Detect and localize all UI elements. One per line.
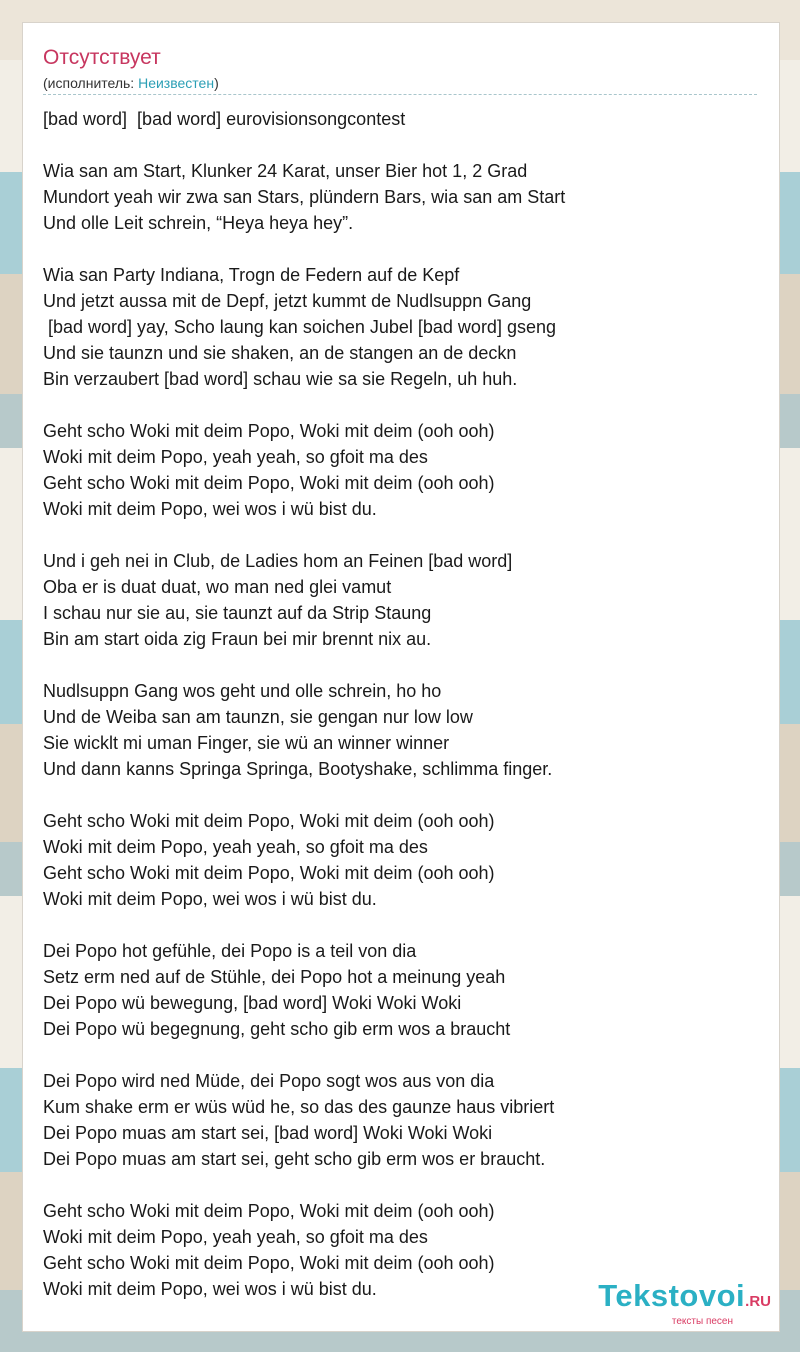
lyrics-text: [43, 106, 763, 1302]
lyric-line: Geht scho Woki mit deim Popo, Woki mit deim (ooh ooh): [43, 1201, 495, 1221]
lyric-line: Wia san Party Indiana, Trogn de Federn auf de Kepf: [43, 265, 460, 285]
lyric-line: Geht scho Woki mit deim Popo, Woki mit deim (ooh ooh): [43, 863, 495, 883]
lyric-line: Dei Popo muas am start sei, [bad word] Woki Woki Woki: [43, 1123, 493, 1143]
stanza-break: [43, 1172, 763, 1198]
dashed-divider: [43, 94, 757, 95]
lyric-line: Dei Popo wü bewegung, [bad word] Woki Woki Woki: [43, 993, 462, 1013]
stanza-break: [43, 1042, 763, 1068]
lyric-line: Und jetzt aussa mit de Depf, jetzt kummt de Nudlsuppn Gang: [43, 291, 532, 311]
lyric-line: Setz erm ned auf de Stühle, dei Popo hot a meinung yeah: [43, 967, 506, 987]
lyric-line: Und de Weiba san am taunzn, sie gengan nur low low: [43, 707, 473, 727]
lyric-line: Woki mit deim Popo, yeah yeah, so gfoit ma des: [43, 837, 428, 857]
stanza-break: [43, 652, 763, 678]
artist-link[interactable]: Неизвестен: [138, 75, 215, 91]
lyric-line: Geht scho Woki mit deim Popo, Woki mit deim (ooh ooh): [43, 1253, 495, 1273]
lyric-line: Dei Popo wird ned Müde, dei Popo sogt wos aus von dia: [43, 1071, 495, 1091]
stanza-break: [43, 132, 763, 158]
lyric-line: Woki mit deim Popo, wei wos i wü bist du.: [43, 889, 377, 909]
lyric-line: Und i geh nei in Club, de Ladies hom an Feinen [bad word]: [43, 551, 513, 571]
lyric-line: Bin verzaubert [bad word] schau wie sa sie Regeln, uh huh.: [43, 369, 518, 389]
lyric-line: Woki mit deim Popo, wei wos i wü bist du.: [43, 499, 377, 519]
stanza-break: [43, 236, 763, 262]
lyric-line: Sie wicklt mi uman Finger, sie wü an winner winner: [43, 733, 450, 753]
stanza-break: [43, 522, 763, 548]
lyric-line: Geht scho Woki mit deim Popo, Woki mit deim (ooh ooh): [43, 421, 495, 441]
artist-suffix: ): [214, 75, 219, 91]
lyrics-card: [22, 22, 780, 1332]
lyric-line: Woki mit deim Popo, yeah yeah, so gfoit ma des: [43, 447, 428, 467]
artist-prefix: (исполнитель:: [43, 75, 139, 91]
stanza-break: [43, 782, 763, 808]
site-logo[interactable]: [598, 1280, 771, 1327]
lyric-line: Und sie taunzn und sie shaken, an de stangen an de deckn: [43, 343, 517, 363]
logo-wordmark: [598, 1280, 771, 1318]
lyric-line: Woki mit deim Popo, yeah yeah, so gfoit ma des: [43, 1227, 428, 1247]
lyric-line: Mundort yeah wir zwa san Stars, plündern Bars, wia san am Start: [43, 187, 566, 207]
lyric-line: Dei Popo wü begegnung, geht scho gib erm wos a braucht: [43, 1019, 511, 1039]
stanza-break: [43, 392, 763, 418]
stanza-break: [43, 912, 763, 938]
lyric-line: I schau nur sie au, sie taunzt auf da Strip Staung: [43, 603, 432, 623]
song-title: Отсутствует: [43, 46, 161, 69]
lyric-line: [bad word] [bad word] eurovisionsongcontest: [43, 109, 406, 129]
lyric-line: Und dann kanns Springa Springa, Bootyshake, schlimma finger.: [43, 759, 553, 779]
lyric-line: Oba er is duat duat, wo man ned glei vamut: [43, 577, 392, 597]
lyric-line: Geht scho Woki mit deim Popo, Woki mit deim (ooh ooh): [43, 473, 495, 493]
lyric-line: [bad word] yay, Scho laung kan soichen Jubel [bad word] gseng: [43, 317, 556, 337]
logo-tld: .RU: [745, 1293, 771, 1310]
logo-name: Tekstovoi: [598, 1278, 746, 1313]
lyric-line: Bin am start oida zig Fraun bei mir brennt nix au.: [43, 629, 432, 649]
lyric-line: Geht scho Woki mit deim Popo, Woki mit deim (ooh ooh): [43, 811, 495, 831]
lyric-line: Kum shake erm er wüs wüd he, so das des gaunze haus vibriert: [43, 1097, 555, 1117]
lyric-line: Nudlsuppn Gang wos geht und olle schrein, ho ho: [43, 681, 442, 701]
lyric-line: Wia san am Start, Klunker 24 Karat, unser Bier hot 1, 2 Grad: [43, 161, 528, 181]
logo-tagline: тексты песен: [671, 1316, 733, 1327]
lyric-line: Woki mit deim Popo, wei wos i wü bist du.: [43, 1279, 377, 1299]
song-meta: [43, 74, 219, 92]
lyric-line: Dei Popo muas am start sei, geht scho gib erm wos er braucht.: [43, 1149, 546, 1169]
lyric-line: Und olle Leit schrein, “Heya heya hey”.: [43, 213, 354, 233]
lyric-line: Dei Popo hot gefühle, dei Popo is a teil von dia: [43, 941, 417, 961]
